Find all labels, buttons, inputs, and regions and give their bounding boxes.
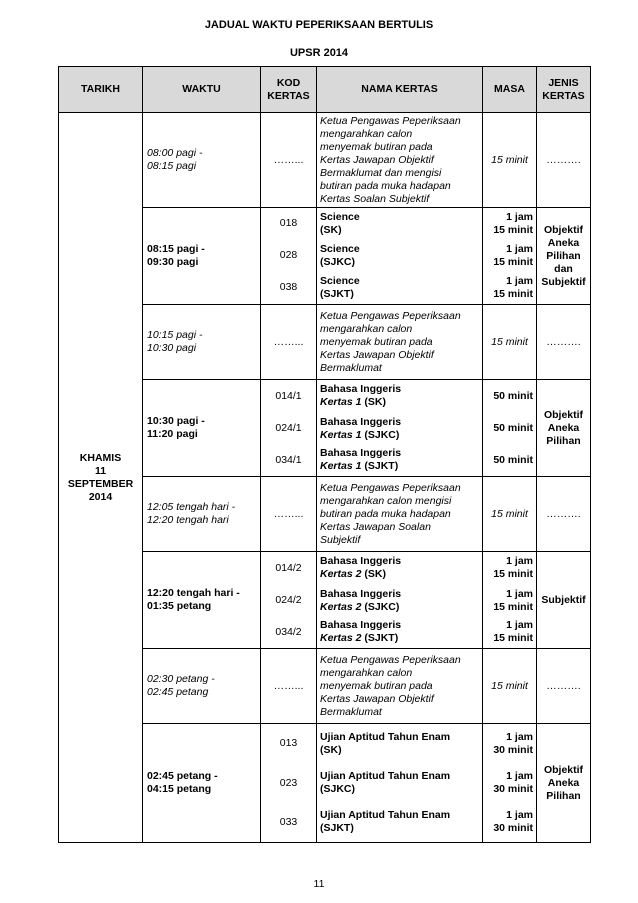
duration-line: 50 minit (493, 389, 533, 402)
subject-name: Ujian Aptitud Tahun Enam (320, 809, 451, 822)
time-slot (143, 208, 261, 305)
time-end: 04:15 petang (147, 783, 212, 795)
duration-line: 1 jam (506, 210, 533, 223)
type-placeholder: ………. (537, 649, 591, 724)
paper-code: 034/2 (261, 617, 317, 649)
page-number: 11 (313, 878, 325, 890)
subject-name: Bahasa Inggeris (320, 619, 402, 632)
paper-code: 014/1 (261, 380, 317, 413)
time-slot (143, 113, 261, 208)
school-type: (SJKT) (364, 460, 399, 473)
document-title: JADUAL WAKTU PEPERIKSAAN BERTULIS (204, 19, 434, 31)
instruction-text (317, 113, 483, 208)
duration: 15 minit (483, 305, 537, 380)
paper-code: 018 (261, 208, 317, 240)
paper-name (317, 445, 483, 477)
paper-name (317, 272, 483, 305)
duration (483, 803, 537, 843)
duration-line: 1 jam (506, 770, 533, 782)
date-year: 2014 (88, 490, 113, 503)
instruction-line: Kertas Jawapan Objektif (320, 692, 434, 705)
type-placeholder: ………. (537, 477, 591, 552)
duration-line: 15 minit (493, 600, 533, 613)
subject-name: Bahasa Inggeris (320, 383, 402, 396)
date-cell (59, 113, 143, 843)
paper-type (537, 208, 591, 305)
instruction-line: Kertas Jawapan Objektif (320, 348, 434, 361)
paper-code: 034/1 (261, 445, 317, 477)
paper-type (537, 724, 591, 843)
paper-code: 014/2 (261, 552, 317, 585)
paper-name (317, 413, 483, 445)
time-end: 10:30 pagi (147, 342, 197, 354)
time-end: 01:35 petang (147, 600, 212, 612)
duration (483, 413, 537, 445)
paper-code: 028 (261, 240, 317, 272)
school-type: (SJKC) (364, 428, 400, 441)
duration: 15 minit (483, 649, 537, 724)
paper-type-line: Aneka (547, 421, 580, 434)
time-start: 02:30 petang - (147, 673, 215, 685)
duration-line: 1 jam (506, 555, 533, 568)
duration (483, 240, 537, 272)
type-placeholder: ………. (537, 113, 591, 208)
instruction-line: mengarahkan calon (320, 666, 413, 679)
school-type: (SK) (364, 396, 386, 409)
paper-type-line: Pilihan (546, 434, 581, 447)
instruction-line: Bermaklumat dan mengisi (320, 166, 442, 179)
time-end: 02:45 petang (147, 686, 209, 698)
instruction-line: Ketua Pengawas Peperiksaan (320, 309, 461, 322)
instruction-line: Bermaklumat (320, 361, 382, 374)
instruction-text (317, 305, 483, 380)
type-placeholder: ………. (537, 305, 591, 380)
instruction-line: butiran pada muka hadapan (320, 507, 451, 520)
col-header-masa: MASA (483, 67, 537, 113)
instruction-text (317, 649, 483, 724)
school-type: (SK) (364, 568, 386, 581)
paper-type-line: Objektif (543, 223, 584, 236)
time-start: 02:45 petang - (147, 770, 218, 782)
school-type: (SJKT) (320, 287, 354, 300)
date-month: SEPTEMBER (67, 477, 134, 490)
instruction-line: Kertas Soalan Subjektif (320, 192, 430, 205)
subject-name: Science (320, 210, 360, 223)
paper-type-line: Objektif (543, 408, 584, 421)
paper-type-line: Subjektif (541, 593, 586, 606)
time-end: 08:15 pagi (147, 160, 197, 172)
paper-name (317, 380, 483, 413)
instruction-line: Subjektif (320, 533, 361, 546)
paper-name (317, 617, 483, 649)
duration (483, 208, 537, 240)
time-start: 12:20 tengah hari - (147, 587, 240, 599)
instruction-line: Ketua Pengawas Peperiksaan (320, 114, 461, 127)
paper-name (317, 764, 483, 803)
instruction-line: Kertas Jawapan Soalan (320, 520, 431, 533)
paper-part: Kertas 1 (320, 428, 362, 441)
time-slot (143, 305, 261, 380)
paper-part: Kertas 1 (320, 396, 362, 409)
paper-code: 038 (261, 272, 317, 305)
col-header-jenis-kertas: JENIS KERTAS (537, 67, 591, 113)
school-type: (SJKC) (364, 600, 400, 613)
code-placeholder: ……... (261, 649, 317, 724)
date-number: 11 (94, 464, 107, 477)
subject-name: Ujian Aptitud Tahun Enam (320, 770, 451, 782)
paper-part: Kertas 2 (320, 568, 362, 581)
date-day: KHAMIS (79, 451, 122, 464)
paper-code: 024/1 (261, 413, 317, 445)
paper-code: 024/2 (261, 585, 317, 617)
duration (483, 585, 537, 617)
school-type: (SJKT) (320, 822, 354, 835)
instruction-line: Ketua Pengawas Peperiksaan (320, 653, 461, 666)
duration-line: 1 jam (506, 242, 533, 255)
subject-name: Bahasa Inggeris (320, 447, 402, 460)
duration-line: 30 minit (493, 783, 533, 795)
col-header-nama-kertas: NAMA KERTAS (317, 67, 483, 113)
document-subtitle: UPSR 2014 (289, 47, 349, 59)
duration: 15 minit (483, 477, 537, 552)
subject-name: Science (320, 274, 360, 287)
school-type: (SK) (320, 743, 342, 756)
duration-line: 15 minit (493, 255, 533, 268)
paper-name (317, 585, 483, 617)
paper-type-line: Subjektif (541, 275, 586, 288)
paper-type-line: Aneka (547, 776, 580, 789)
paper-name (317, 724, 483, 764)
duration (483, 617, 537, 649)
code-placeholder: ……... (261, 113, 317, 208)
time-start: 10:15 pagi - (147, 329, 203, 341)
instruction-text (317, 477, 483, 552)
subject-name: Bahasa Inggeris (320, 587, 402, 600)
duration-line: 1 jam (506, 809, 533, 822)
duration-line: 50 minit (493, 453, 533, 466)
school-type: (SJKT) (364, 632, 399, 645)
paper-name (317, 552, 483, 585)
paper-part: Kertas 2 (320, 632, 362, 645)
instruction-line: mengarahkan calon (320, 322, 413, 335)
duration-line: 1 jam (506, 587, 533, 600)
time-slot (143, 649, 261, 724)
instruction-row (59, 113, 591, 208)
school-type: (SK) (320, 223, 342, 236)
paper-code: 013 (261, 724, 317, 764)
instruction-line: menyemak butiran pada (320, 140, 433, 153)
time-start: 10:30 pagi - (147, 415, 205, 427)
duration-line: 1 jam (506, 274, 533, 287)
school-type: (SJKC) (320, 783, 356, 795)
paper-name (317, 803, 483, 843)
paper-code: 033 (261, 803, 317, 843)
timetable (58, 66, 591, 843)
subject-name: Bahasa Inggeris (320, 415, 402, 428)
instruction-line: Bermaklumat (320, 705, 382, 718)
duration-line: 50 minit (493, 422, 533, 434)
duration-line: 15 minit (493, 287, 533, 300)
instruction-line: menyemak butiran pada (320, 335, 433, 348)
time-slot (143, 724, 261, 843)
paper-type-line: Aneka (547, 236, 580, 249)
subject-name: Bahasa Inggeris (320, 555, 402, 568)
time-end: 11:20 pagi (147, 428, 198, 440)
duration-line: 1 jam (506, 619, 533, 632)
paper-code: 023 (261, 764, 317, 803)
paper-part: Kertas 2 (320, 600, 362, 613)
paper-part: Kertas 1 (320, 460, 362, 473)
duration-line: 15 minit (493, 568, 533, 581)
duration (483, 445, 537, 477)
duration-line: 1 jam (506, 730, 533, 743)
instruction-line: menyemak butiran pada (320, 679, 433, 692)
instruction-line: butiran pada muka hadapan (320, 179, 451, 192)
time-slot (143, 552, 261, 649)
header-row (59, 67, 591, 113)
duration (483, 380, 537, 413)
instruction-line: mengarahkan calon (320, 127, 413, 140)
school-type: (SJKC) (320, 255, 356, 268)
col-header-waktu: WAKTU (143, 67, 261, 113)
time-slot (143, 380, 261, 477)
subject-name: Science (320, 242, 360, 255)
time-start: 12:05 tengah hari - (147, 501, 236, 513)
duration-line: 30 minit (493, 822, 533, 835)
time-end: 12:20 tengah hari (147, 514, 229, 526)
paper-type-line: Objektif (543, 763, 584, 776)
duration (483, 552, 537, 585)
code-placeholder: ……... (261, 305, 317, 380)
paper-type-line: dan (554, 262, 573, 275)
time-start: 08:15 pagi - (147, 243, 205, 255)
paper-type-line: Pilihan (546, 789, 581, 802)
col-header-kod-kertas: KOD KERTAS (261, 67, 317, 113)
duration (483, 764, 537, 803)
instruction-line: mengarahkan calon mengisi (320, 494, 452, 507)
duration-line: 30 minit (493, 743, 533, 756)
duration: 15 minit (483, 113, 537, 208)
paper-type-line: Pilihan (546, 249, 581, 262)
time-start: 08:00 pagi - (147, 147, 203, 159)
col-header-tarikh: TARIKH (59, 67, 143, 113)
duration (483, 724, 537, 764)
time-end: 09:30 pagi (147, 256, 199, 268)
code-placeholder: ……... (261, 477, 317, 552)
paper-name (317, 208, 483, 240)
duration (483, 272, 537, 305)
duration-line: 15 minit (493, 223, 533, 236)
subject-name: Ujian Aptitud Tahun Enam (320, 730, 451, 743)
time-slot (143, 477, 261, 552)
paper-type (537, 380, 591, 477)
instruction-line: Kertas Jawapan Objektif (320, 153, 434, 166)
paper-type (537, 552, 591, 649)
paper-name (317, 240, 483, 272)
instruction-line: Ketua Pengawas Peperiksaan (320, 481, 461, 494)
duration-line: 15 minit (493, 632, 533, 645)
